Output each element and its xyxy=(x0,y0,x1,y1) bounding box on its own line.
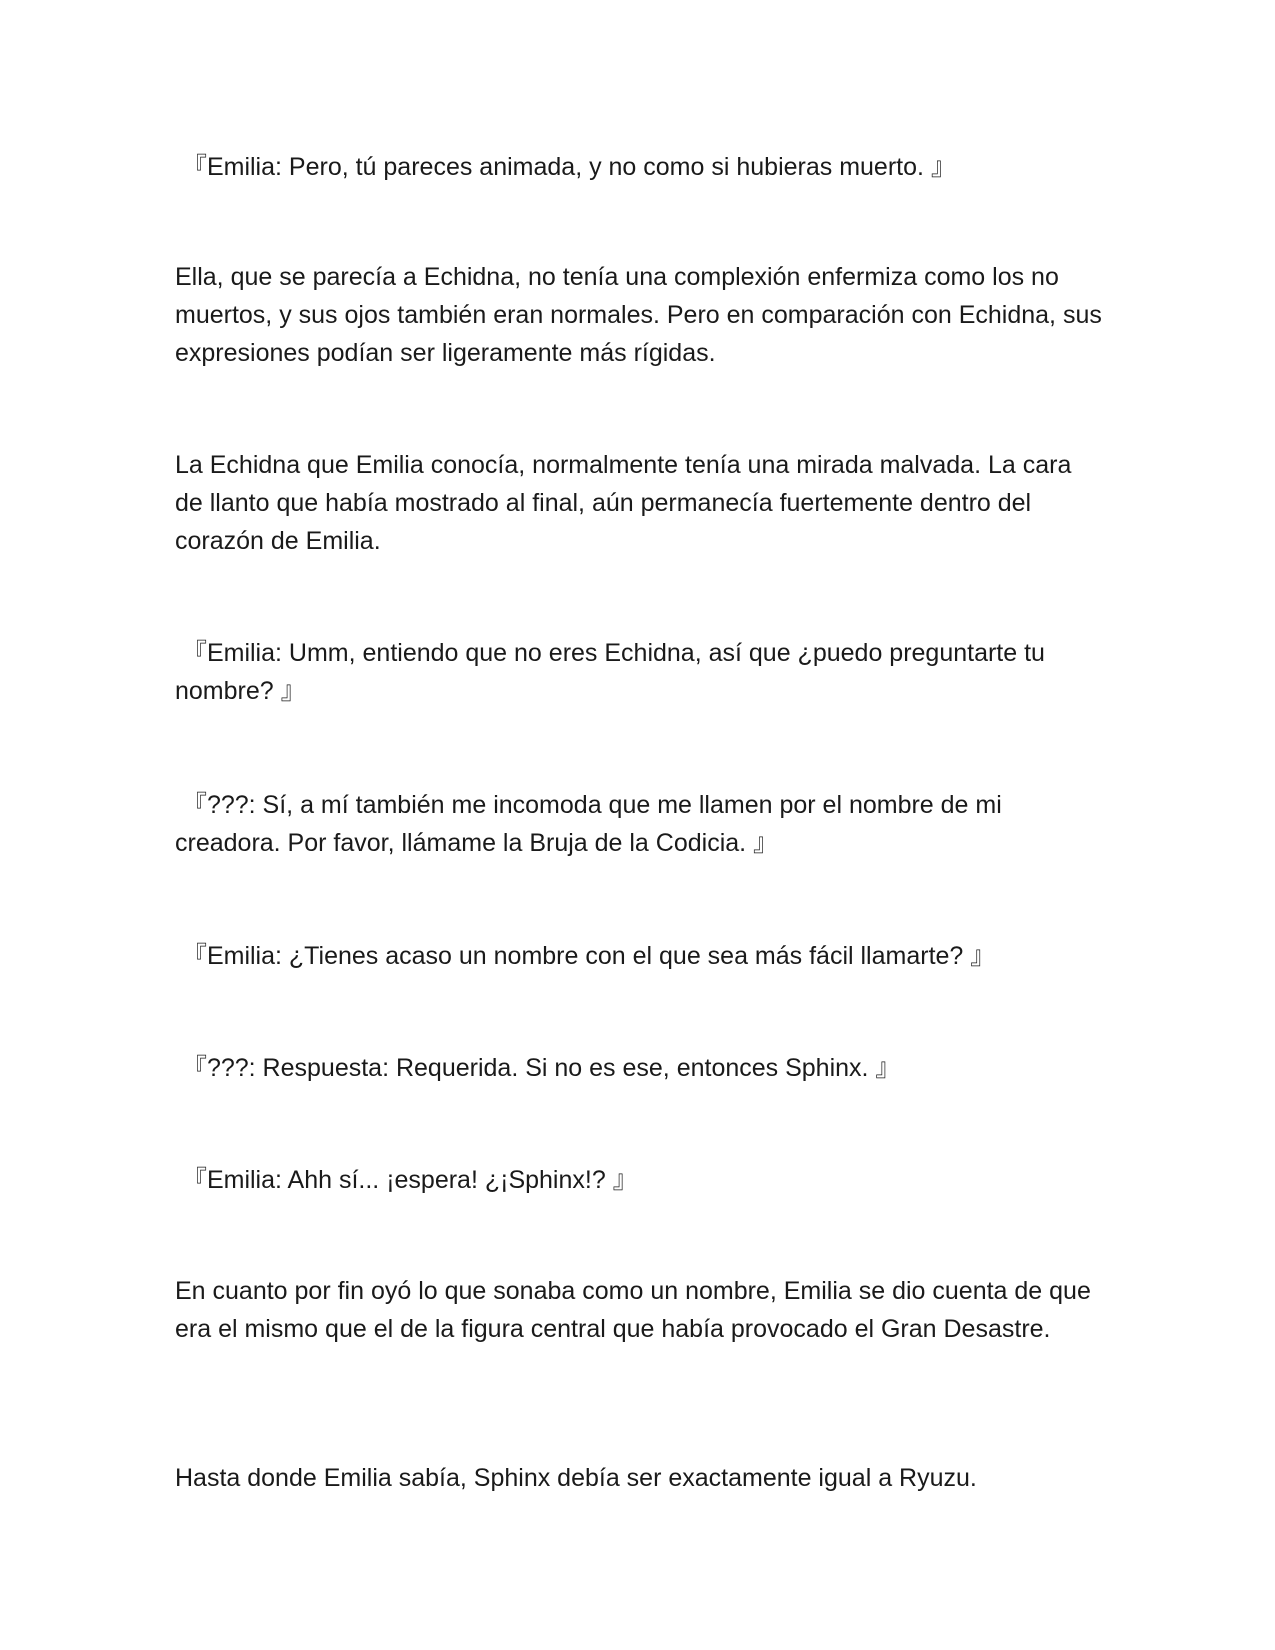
narration-paragraph-4: Hasta donde Emilia sabía, Sphinx debía ser exactamente igual a Ryuzu. xyxy=(175,1464,977,1492)
narration-paragraph-3: En cuanto por fin oyó lo que sonaba como un nombre, Emilia se dio cuenta de que era el mismo que el de la figura central que había provocado el Gran Desastre. xyxy=(175,1277,1098,1343)
narration-paragraph-1: Ella, que se parecía a Echidna, no tenía una complexión enfermiza como los no muertos, y sus ojos también eran normales. Pero en comparación con Echidna, sus expresiones podían ser ligeramente más rígidas. xyxy=(175,263,1109,367)
dialogue-emilia-4: 『Emilia: Ahh sí... ¡espera! ¿¡Sphinx!? 』 xyxy=(175,1166,638,1194)
dialogue-unknown-2: 『???: Respuesta: Requerida. Si no es ese, entonces Sphinx. 』 xyxy=(175,1054,901,1082)
dialogue-unknown-1: 『???: Sí, a mí también me incomoda que me llamen por el nombre de mi creadora. Por favor, llámame la Bruja de la Codicia. 』 xyxy=(175,791,1009,857)
dialogue-emilia-3: 『Emilia: ¿Tienes acaso un nombre con el que sea más fácil llamarte? 』 xyxy=(175,942,996,970)
dialogue-emilia-1: 『Emilia: Pero, tú pareces animada, y no como si hubieras muerto. 』 xyxy=(175,153,956,181)
dialogue-emilia-2: 『Emilia: Umm, entiendo que no eres Echidna, así que ¿puedo preguntarte tu nombre? 』 xyxy=(175,639,1052,705)
narration-paragraph-2: La Echidna que Emilia conocía, normalmente tenía una mirada malvada. La cara de llanto que había mostrado al final, aún permanecía fuertemente dentro del corazón de Emilia. xyxy=(175,451,1079,555)
